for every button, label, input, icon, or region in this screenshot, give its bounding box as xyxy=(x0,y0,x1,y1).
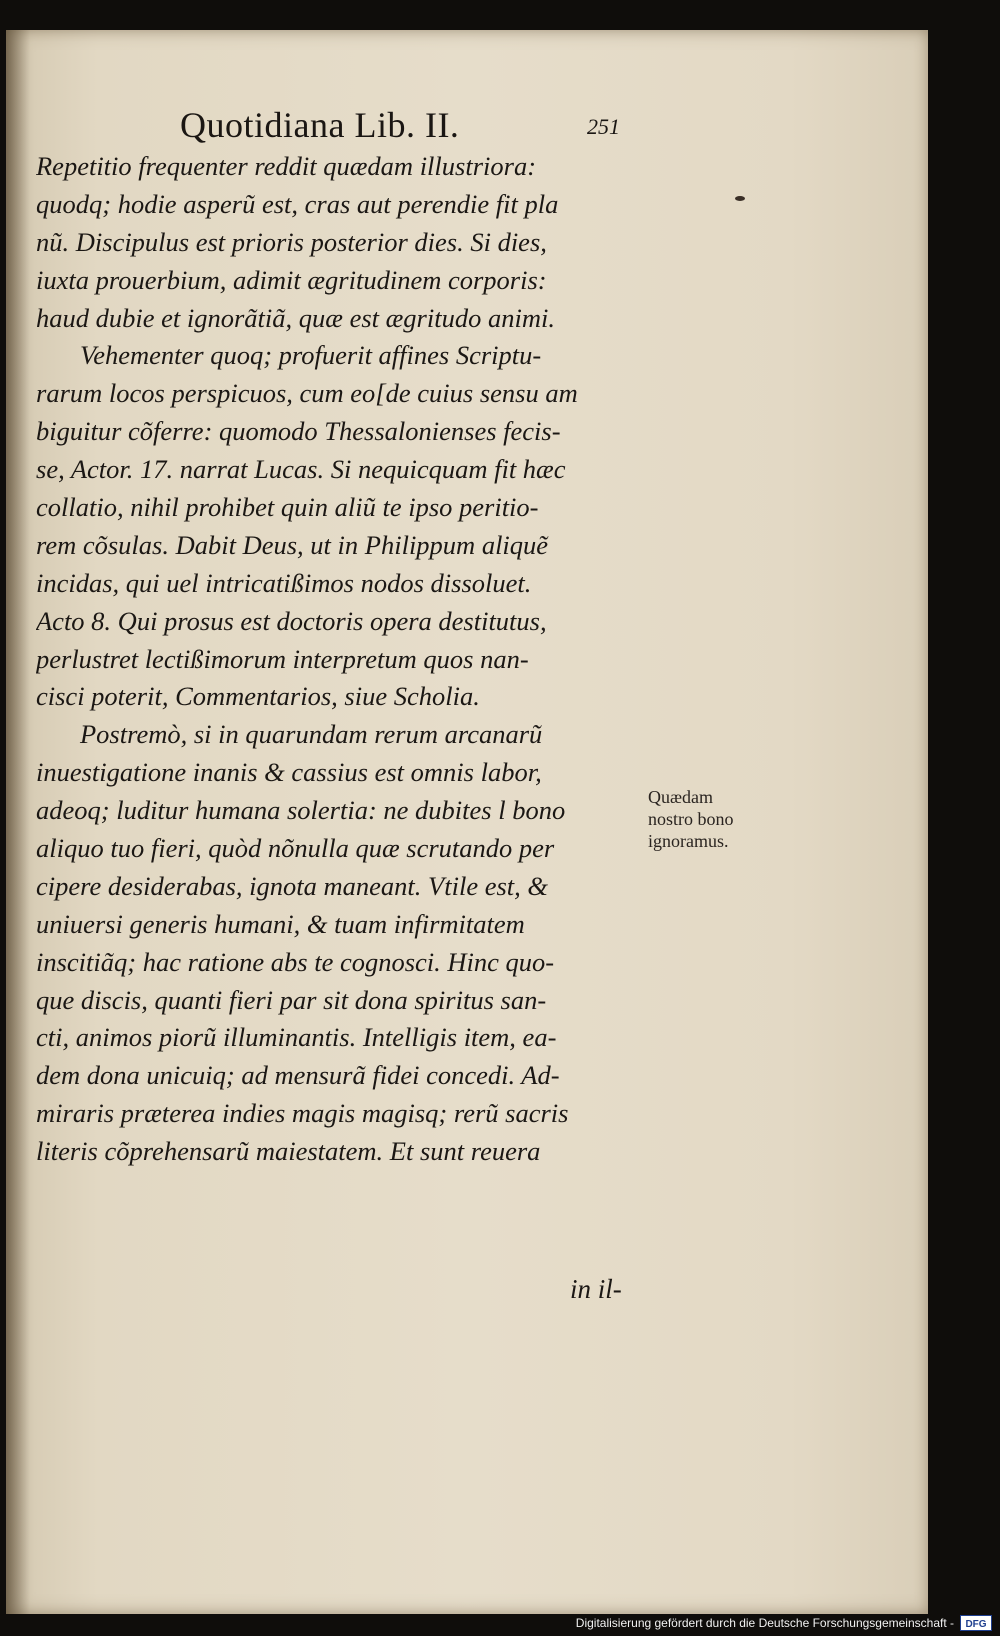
dfg-logo-text: DFG xyxy=(965,1619,987,1629)
text-line: Acto 8. Qui prosus est doctoris opera destitutus, xyxy=(36,605,547,636)
page-header xyxy=(180,104,620,152)
text-line: perlustret lectißimorum interpretum quos nan- xyxy=(36,643,529,674)
text-line: aliquo tuo fieri, quòd nõnulla quæ scrutando per xyxy=(36,833,555,864)
footer-bar xyxy=(576,1614,992,1632)
marginal-note xyxy=(648,786,798,852)
text-line: cipere desiderabas, ignota maneant. Vtile est, & xyxy=(36,870,549,901)
marginal-note-line: ignoramus. xyxy=(648,831,729,851)
footer-credit: Digitalisierung gefördert durch die Deutsche Forschungsgemeinschaft - xyxy=(575,1616,954,1630)
text-line: rem cõsulas. Dabit Deus, ut in Philippum aliquẽ xyxy=(36,529,549,560)
text-line: incidas, qui uel intricatißimos nodos dissoluet. xyxy=(36,567,532,598)
text-line: cti, animos piorũ illuminantis. Intelligis item, ea- xyxy=(36,1022,557,1053)
text-line: cisci poterit, Commentarios, siue Scholia. xyxy=(36,681,480,712)
text-line: inscitiãq; hac ratione abs te cognosci. Hinc quo- xyxy=(36,946,555,977)
dfg-logo-icon xyxy=(960,1615,992,1631)
text-line: collatio, nihil prohibet quin aliũ te ipso peritio- xyxy=(36,492,539,523)
text-line: haud dubie et ignorãtiã, quæ est ægritudo animi. xyxy=(36,302,555,333)
text-line: biguitur cõferre: quomodo Thessalonienses fecis- xyxy=(36,416,561,447)
text-line: literis cõprehensarũ maiestatem. Et sunt reuera xyxy=(36,1136,541,1167)
gutter-shadow xyxy=(6,30,30,1614)
catchword: in il- xyxy=(570,1274,622,1304)
marginal-note-line: Quædam xyxy=(648,787,713,807)
text-line: uniuersi generis humani, & tuam infirmitatem xyxy=(36,908,525,939)
text-line: rarum locos perspicuos, cum eo[de cuius sensu am xyxy=(36,378,578,409)
main-text-block xyxy=(36,148,640,1171)
text-line: miraris præterea indies magis magisq; rerũ sacris xyxy=(36,1098,569,1129)
text-line: se, Actor. 17. narrat Lucas. Si nequicquam fit hæc xyxy=(36,454,566,485)
page-number: 251 xyxy=(587,114,620,139)
text-line: adeoq; luditur humana solertia: ne dubites l bono xyxy=(36,795,566,826)
text-line: que discis, quanti fieri par sit dona spiritus san- xyxy=(36,984,547,1015)
text-line: quodq; hodie asperũ est, cras aut perendie fit pla xyxy=(36,188,559,219)
text-line: nũ. Discipulus est prioris posterior dies. Si dies, xyxy=(36,226,547,257)
ink-speck xyxy=(735,196,745,201)
text-line: inuestigatione inanis & cassius est omnis labor, xyxy=(36,757,542,788)
text-line: Repetitio frequenter reddit quædam illustriora: xyxy=(36,151,537,181)
paragraph-start-line: Postremò, si in quarundam rerum arcanarũ xyxy=(80,719,543,750)
text-line: iuxta prouerbium, adimit ægritudinem corporis: xyxy=(36,264,547,295)
paragraph-start-line: Vehementer quoq; profuerit affines Scriptu- xyxy=(80,340,542,371)
text-line: dem dona unicuiq; ad mensurã fidei concedi. Ad- xyxy=(36,1060,560,1091)
running-title: Quotidiana Lib. II. xyxy=(180,105,460,145)
marginal-note-line: nostro bono xyxy=(648,809,734,829)
